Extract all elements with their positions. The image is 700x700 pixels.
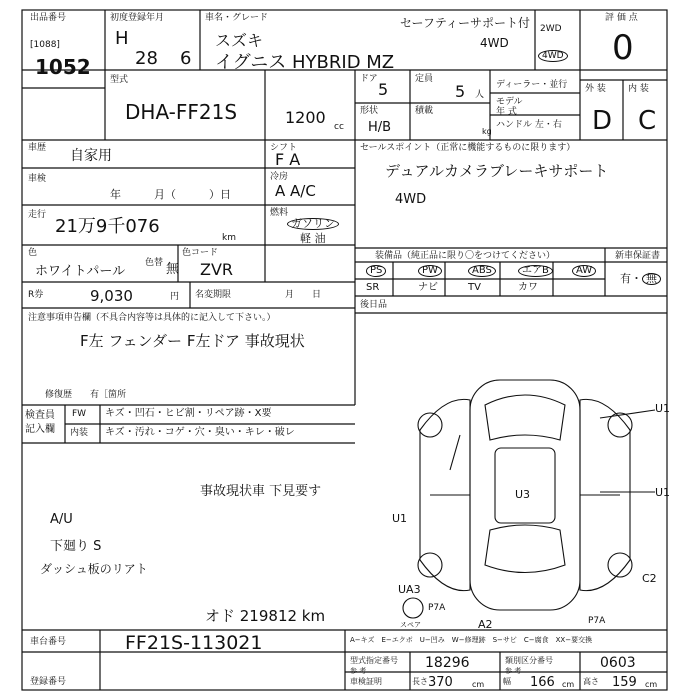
width-label: 幅 xyxy=(503,677,511,686)
reference-label-2: 参 考 xyxy=(505,667,522,675)
load-unit: kg xyxy=(482,127,492,136)
equip-abs-circle: ABS xyxy=(468,265,496,277)
height-value: 159 xyxy=(612,675,637,690)
exterior-grade: D xyxy=(592,106,613,136)
repair-history: 修復歴 有［箇所 xyxy=(45,390,127,400)
capacity-label: 定員 xyxy=(415,74,434,84)
model-code: DHA-FF21S xyxy=(125,100,238,124)
maker: スズキ xyxy=(215,31,264,50)
mark-a2: A2 xyxy=(478,618,493,631)
interior-grade: C xyxy=(638,106,657,136)
score-value: 0 xyxy=(612,28,634,68)
notes-label: 注意事項申告欄（不具合内容等は具体的に記入して下さい。） xyxy=(28,313,276,323)
equip-aw-circle: AW xyxy=(572,265,596,277)
fw-label: FW xyxy=(72,409,87,419)
warranty-label: 新車保証書 xyxy=(615,251,661,261)
warranty-no: 無 xyxy=(642,273,661,285)
lot-no-label: 出品番号 xyxy=(30,13,67,23)
interior-legend: キズ・汚れ・コゲ・穴・臭い・キレ・破レ xyxy=(105,427,295,438)
equip-sr: SR xyxy=(366,282,380,293)
doors-value: 5 xyxy=(378,80,389,99)
mark-c2: C2 xyxy=(642,572,657,585)
selling-points-label: セールスポイント（正常に機能するものに限ります） xyxy=(360,143,576,153)
category-value: 0603 xyxy=(600,655,636,671)
type-designation-value: 18296 xyxy=(425,655,470,671)
tax-label: 名変期限 xyxy=(195,290,232,300)
chassis-value: FF21S-113021 xyxy=(125,632,263,654)
av-note: A/U xyxy=(50,512,73,527)
dealer-import-label: ディーラー・並行 xyxy=(496,80,568,90)
dash-note: ダッシュ板のリアト xyxy=(40,562,148,576)
accident-note: 事故現状車 下見要す xyxy=(200,484,322,499)
category-label: 類別区分番号 xyxy=(505,656,553,665)
color-code-value: ZVR xyxy=(200,260,234,279)
fuel-value-circle: ガソリン xyxy=(287,218,339,230)
legend-codes: A−キズ E−エクボ U−凹み W−修理跡 S−サビ C−腐食 XX−要交換 xyxy=(350,636,593,644)
history-label: 車歴 xyxy=(28,143,47,153)
reg-month: 6 xyxy=(180,48,192,69)
inspection-units: 年 月（ ）日 xyxy=(110,188,231,201)
equip-airbag xyxy=(518,265,553,277)
rear-seat-label: 後日品 xyxy=(360,300,388,310)
selling-point-2: 4WD xyxy=(395,192,427,207)
equip-abs xyxy=(468,265,496,277)
fw-legend: キズ・凹石・ヒビ割・リペア跡・X要 xyxy=(105,408,272,419)
spare-label: スペア xyxy=(400,621,421,629)
inspection-label: 車検 xyxy=(28,174,47,184)
mark-u1-left: U1 xyxy=(392,512,408,525)
mark-u3: U3 xyxy=(515,488,531,501)
equip-navi: ナビ xyxy=(418,282,438,293)
length-unit: cm xyxy=(472,680,485,689)
exterior-label: 外 装 xyxy=(585,84,606,94)
selling-point-1: デュアルカメラブレーキサポート xyxy=(385,162,609,180)
drive-4wd-circle: 4WD xyxy=(538,50,568,62)
notes-value: F左 フェンダー F左ドア 事故現状 xyxy=(80,332,305,350)
cooler-label: 冷房 xyxy=(270,172,289,182)
interior-row-label: 内装 xyxy=(70,428,89,438)
equip-pw xyxy=(418,265,442,277)
load-label: 積載 xyxy=(415,106,434,116)
fuel-value xyxy=(287,218,339,230)
certificate-label: 車検証明 xyxy=(350,677,382,686)
equip-ps-circle: PS xyxy=(366,265,386,277)
color-label: 色 xyxy=(28,248,38,258)
reg-year: 28 xyxy=(135,48,158,69)
drive-written: 4WD xyxy=(480,36,509,50)
mileage-value: 21万9千076 xyxy=(55,216,160,237)
maker-grade-label: 車名・グレード xyxy=(205,13,269,23)
first-reg-label: 初度登録年月 xyxy=(110,13,165,23)
lot-number: 1052 xyxy=(35,55,91,79)
equip-tv: TV xyxy=(468,282,481,293)
width-value: 166 xyxy=(530,675,555,690)
shift-value: F A xyxy=(275,150,301,169)
reference-label-1: 参 考 xyxy=(350,667,367,675)
recycle-unit: 円 xyxy=(170,292,180,302)
cooler-value: A A/C xyxy=(275,182,316,200)
height-unit: cm xyxy=(645,680,658,689)
mileage-unit: km xyxy=(222,233,236,243)
shape-label: 形状 xyxy=(360,106,379,116)
grade-name: イグニス HYBRID MZ xyxy=(215,52,395,73)
drive-4wd xyxy=(538,50,568,62)
safety-note: セーフティーサポート付 xyxy=(400,16,530,30)
recycle-label: R券 xyxy=(28,290,44,300)
color-code-label: 色コード xyxy=(182,248,219,258)
lot-prefix: [1088] xyxy=(30,40,60,50)
mark-pta-right: P7A xyxy=(588,616,606,626)
handle-label: ハンドル 左・右 xyxy=(496,120,562,130)
equip-aw xyxy=(572,265,596,277)
warranty-yes: 有 xyxy=(620,272,631,285)
model-label: 型式 xyxy=(110,75,129,85)
mileage-label: 走行 xyxy=(28,210,47,220)
reg-no-label: 登録番号 xyxy=(30,677,67,687)
recycle-value: 9,030 xyxy=(90,287,133,305)
under-note: 下廻り S xyxy=(50,539,102,554)
model-year-label: モデル 年 式 xyxy=(496,97,523,117)
odo-note: オド 219812 km xyxy=(205,607,326,625)
fuel-alt: 軽 油 xyxy=(300,232,326,245)
fuel-label: 燃料 xyxy=(270,208,289,218)
inspector-label: 検査員 記入欄 xyxy=(25,410,55,435)
mark-u1-right-top: U1 xyxy=(655,402,671,415)
shape-value: H/B xyxy=(368,120,392,135)
mark-pta-left: P7A xyxy=(428,603,446,613)
drive-2wd: 2WD xyxy=(540,24,562,34)
repaint-value: 無 xyxy=(166,262,180,277)
chassis-label: 車台番号 xyxy=(30,637,67,647)
type-designation-label: 型式指定番号 xyxy=(350,656,398,665)
cc-unit: cc xyxy=(334,122,344,132)
equipment-label: 装備品（純正品に限り〇をつけてください） xyxy=(375,251,556,261)
color-value: ホワイトパール xyxy=(35,264,126,279)
doors-label: ドア xyxy=(360,74,378,84)
history-value: 自家用 xyxy=(70,148,112,164)
tax-units: 月 日 xyxy=(285,290,322,300)
mark-ua3: UA3 xyxy=(398,583,421,596)
repaint-label: 色替 xyxy=(145,258,164,268)
warranty-options: 有・ 無 xyxy=(620,273,661,285)
equip-leather: カワ xyxy=(518,282,538,293)
equip-pw-circle: PW xyxy=(418,265,442,277)
width-unit: cm xyxy=(562,680,575,689)
displacement: 1200 xyxy=(285,108,326,127)
height-label: 高さ xyxy=(583,677,599,686)
shift-label: シフト xyxy=(270,143,298,153)
equip-ps xyxy=(366,265,386,277)
era: H xyxy=(115,28,129,49)
score-label: 評 価 点 xyxy=(605,13,638,23)
interior-label: 内 装 xyxy=(628,84,649,94)
length-label: 長さ xyxy=(412,677,428,686)
equip-airbag-circle: エアB xyxy=(518,265,553,277)
length-value: 370 xyxy=(428,675,453,690)
mark-u1-right: U1 xyxy=(655,486,671,499)
capacity-unit: 人 xyxy=(475,90,485,100)
capacity-value: 5 xyxy=(455,82,466,101)
